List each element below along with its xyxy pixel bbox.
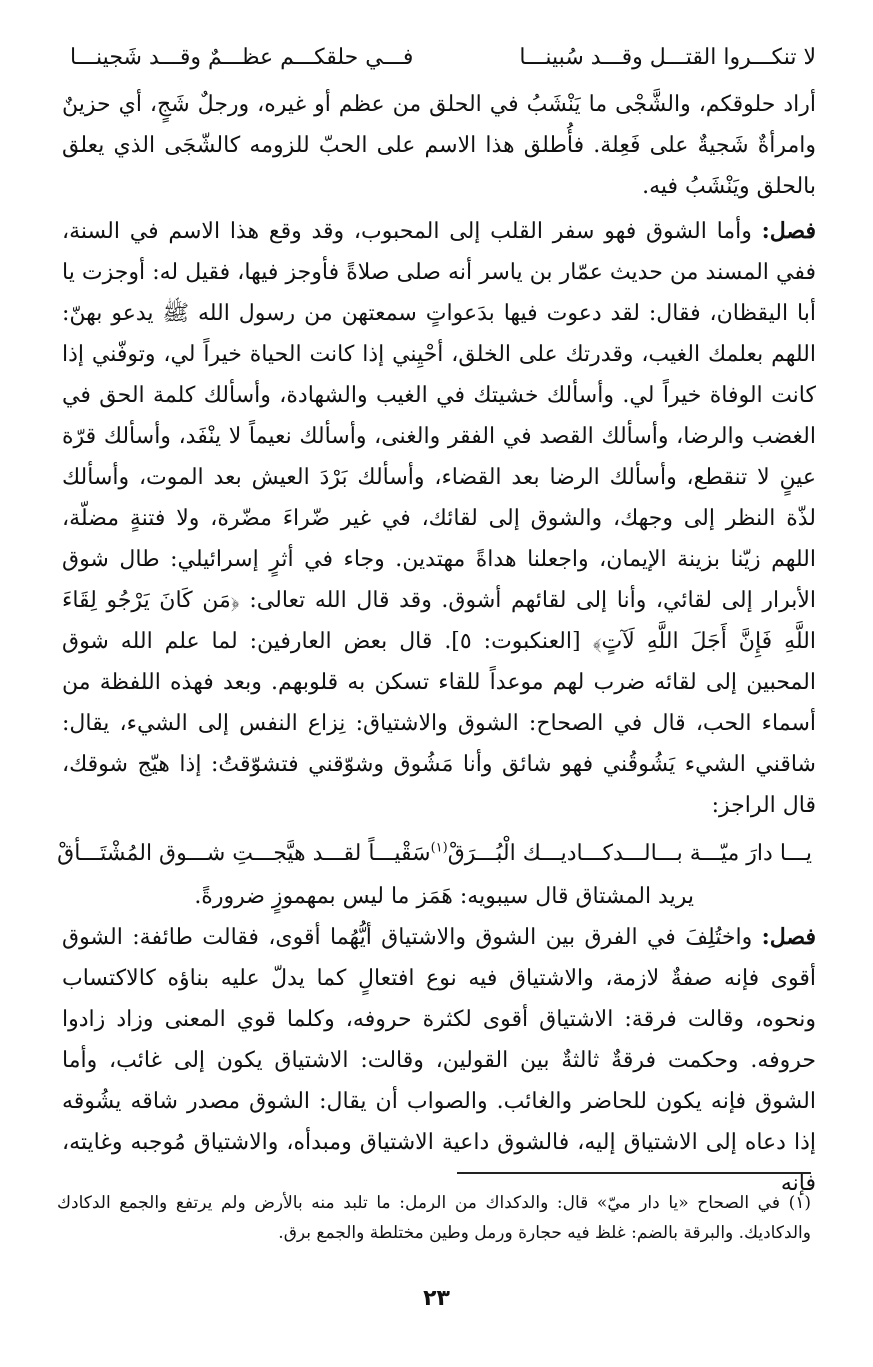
page-number: ٢٣ [423,1286,450,1311]
verse-rajaz-second-hemistich: سَقْيـــاً لقـــد هيَّجـــتِ شـــوق المُشْتَـــأقْ [57,841,431,866]
verse-rajaz-first-hemistich [431,832,812,876]
poetry-verse-rajaz [57,832,816,876]
verse-top-first-hemistich: لا تنكـــروا القتـــل وقـــد سُبينـــا [519,45,816,70]
section-keyword: فصل: [761,218,816,244]
page-body [57,40,816,1204]
verse-rajaz-first-text: يـــا دارَ ميّـــة بـــالـــدكـــاديـــك الْبُـــرَقْ [447,841,812,866]
paragraph-shaja-definition: أراد حلوقكم، والشَّجْى ما يَنْشَبُ في الحلق من عظم أو غيره، ورجلٌ شَجٍ، أي حزينٌ وامرأةٌ شَجيةٌ على فَعِلة. فأُطلق هذا الاسم على الحبّ للزومه كالشّجَى الذي يعلق بالحلق ويَنْشَبُ فيه. [62,92,816,199]
footnote-marker[interactable]: (١) [430,840,448,856]
footnote-text: (١) في الصحاح «يا دار ميّ» قال: والدكداك من الرمل: ما تلبد منه بالأرض ولم يرتفع والجمع الدكادك والدكاديك. والبرقة بالضم: غلظ فيه حجارة ورمل وطين مختلطة والجمع برق. [57,1193,811,1243]
paragraph-shawq-text: وأما الشوق فهو سفر القلب إلى المحبوب، وقد وقع هذا الاسم في السنة، ففي المسند من حديث عمّار بن ياسر أنه صلى صلاةً فأوجز فيها، فقيل له: أوجزت يا أبا اليقظان، فقال: لقد دعوت فيها بدَعواتٍ سمعتهن من رسول الله ﷺ يدعو بهنّ: اللهم بعلمك الغيب، وقدرتك على الخلق، أحْيِني إذا كانت الحياة خيراً لي، وتوفّني إذا كانت الوفاة خيراً لي. وأسألك خشيتك في الغيب والشهادة، وأسألك كلمة الحق في الغضب والرضا، وأسألك القصد في الفقر والغنى، وأسألك نعيماً لا ينْفَد، وأسألك قرّة عينٍ لا تنقطع، وأسألك الرضا بعد القضاء، وأسألك بَرْدَ العيش بعد الموت، وأسألك لذّة النظر إلى وجهك، والشوق إلى لقائك، في غير ضّراءَ مضّرة، ولا فتنةٍ مضلّة، اللهم زيّنا بزينة الإيمان، واجعلنا هداةً مهتدين. وجاء في أثرٍ إسرائيلي: طال شوق الأبرار إلى لقائي، وأنا إلى لقائهم أشوق. وقد قال الله تعالى: ﴿مَن كَانَ يَرْجُو لِقَاءَ اللَّهِ فَإِنَّ أَجَلَ اللَّهِ لَآتٍ﴾ [العنكبوت: ٥]. قال بعض العارفين: لما علم الله شوق المحبين إلى لقائه ضرب لهم موعداً للقاء تسكن به قلوبهم. وبعد فهذه اللفظة من أسماء الحب، قال في الصحاح: الشوق والاشتياق: نِزاع النفس إلى الشيء، يقال: شاقني الشيء يَشُوقُني فهو شائق وأنا مَشُوق وشوّقني فتشوّقتُ: إذا هيّج شوقك، قال الراجز: [62,219,816,818]
verse-top-second-hemistich: فـــي حلقكـــم عظـــمٌ وقـــد شَجينـــا [70,45,414,70]
section-keyword: فصل: [761,924,816,950]
paragraph-difference [62,917,816,1204]
paragraph-difference-text: واختُلِفَ في الفرق بين الشوق والاشتياق أيُّهُما أقوى، فقالت طائفة: الشوق أقوى فإنه صفةٌ لازمة، والاشتياق فيه نوع افتعالٍ كما يدلّ عليه بناؤه كالاكتساب ونحوه، وقالت فرقة: الاشتياق أقوى لكثرة حروفه، وكلما قوي المعنى وزاد زادوا حروفه. وحكمت فرقةٌ ثالثةٌ بين القولين، وقالت: الاشتياق يكون إلى غائب، وأما الشوق فإنه يكون للحاضر والغائب. والصواب أن يقال: الشوق مصدر شاقه يشُوقه إذا دعاه إلى الاشتياق إليه، فالشوق داعية الاشتياق ومبدأه، والاشتياق مُوجبه وغايته، فإنه [62,925,816,1196]
footnote-divider [457,1172,811,1174]
paragraph-sibawayh: يريد المشتاق قال سيبويه: هَمَز ما ليس بمهموزٍ ضرورةً. [194,884,694,909]
poetry-verse-top [62,40,816,76]
paragraph-shawq [62,211,816,826]
